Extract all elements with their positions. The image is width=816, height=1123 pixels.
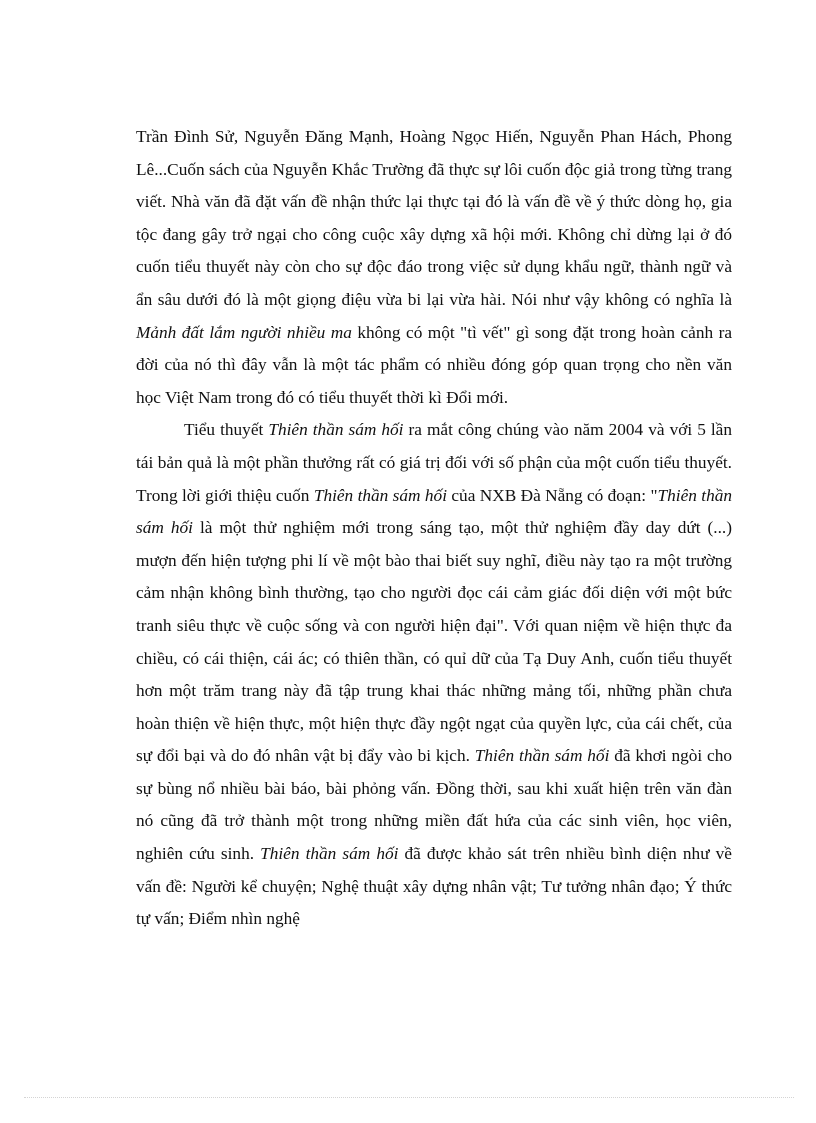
page-bottom-divider: [24, 1097, 794, 1098]
body-text: là một thử nghiệm mới trong sáng tạo, một thử nghiệm đầy day dứt (...) mượn đến hiện tượng phi lí về một bào thai biết suy nghĩ, điều này tạo ra một trường cảm nhận không bình thường, tạo cho người đọc cái cảm giác đối diện với một bức tranh siêu thực về cuộc sống và con người hiện đại". Với quan niệm về hiện thực đa chiều, có cái thiện, cái ác; có thiên thần, có quỉ dữ của Tạ Duy Anh, cuốn tiểu thuyết hơn một trăm trang này đã tập trung khai thác những mảng tối, những phần chưa hoàn thiện về hiện thực, một hiện thực đầy ngột ngạt của quyền lực, của cái chết, của sự đổi bại và do đó nhân vật bị đẩy vào bi kịch.: [136, 518, 732, 766]
body-text: của NXB Đà Nẵng có đoạn: ": [447, 485, 658, 505]
italic-title-text: Mảnh đất lắm người nhiều ma: [136, 322, 352, 342]
body-text: không có một "tì vết" gì song đặt trong hoàn cảnh ra đời của nó thì đây vẫn là một tác phẩm có nhiều đóng góp quan trọng cho nền văn học Việt Nam trong đó có tiểu thuyết thời kì Đổi mới.: [136, 322, 732, 407]
paragraph-2: [136, 414, 732, 936]
paragraph-1: [136, 121, 732, 414]
italic-title-text: Thiên thần sám hối: [474, 746, 610, 766]
body-text: ra mắt công chúng vào năm 2004 và với 5 lần tái bản quả là một phần thưởng rất có giá trị đối với số phận của một cuốn tiểu thuyết. Trong lời giới thiệu cuốn: [136, 420, 732, 505]
italic-title-text: Thiên thần sám hối: [136, 485, 732, 538]
body-text: đã khơi ngòi cho sự bùng nổ nhiều bài báo, bài phỏng vấn. Đồng thời, sau khi xuất hiện trên văn đàn nó cũng đã trở thành một trong những miền đất hứa của các sinh viên, học viên, nghiên cứu sinh.: [136, 746, 732, 864]
italic-title-text: Thiên thần sám hối: [313, 485, 447, 505]
italic-title-text: Thiên thần sám hối: [268, 420, 404, 440]
italic-title-text: Thiên thần sám hối: [260, 844, 399, 864]
body-text: đã được khảo sát trên nhiều bình diện như về vấn đề: Người kể chuyện; Nghệ thuật xây dựng nhân vật; Tư tưởng nhân đạo; Ý thức tự vấn; Điểm nhìn nghệ: [136, 844, 732, 929]
document-page: [136, 121, 732, 936]
body-text: Trần Đình Sử, Nguyễn Đăng Mạnh, Hoàng Ngọc Hiến, Nguyễn Phan Hách, Phong Lê...Cuốn sách của Nguyễn Khắc Trường đã thực sự lôi cuốn độc giả trong từng trang viết. Nhà văn đã đặt vấn đề nhận thức lại thực tại đó là vấn đề về ý thức dòng họ, gia tộc đang gây trở ngại cho công cuộc xây dựng xã hội mới. Không chỉ dừng lại ở đó cuốn tiểu thuyết này còn cho sự độc đáo trong việc sử dụng khẩu ngữ, thành ngữ và ẩn sâu dưới đó là một giọng điệu vừa bi lại vừa hài. Nói như vậy không có nghĩa là: [136, 127, 732, 309]
body-text: Tiểu thuyết: [184, 420, 269, 440]
